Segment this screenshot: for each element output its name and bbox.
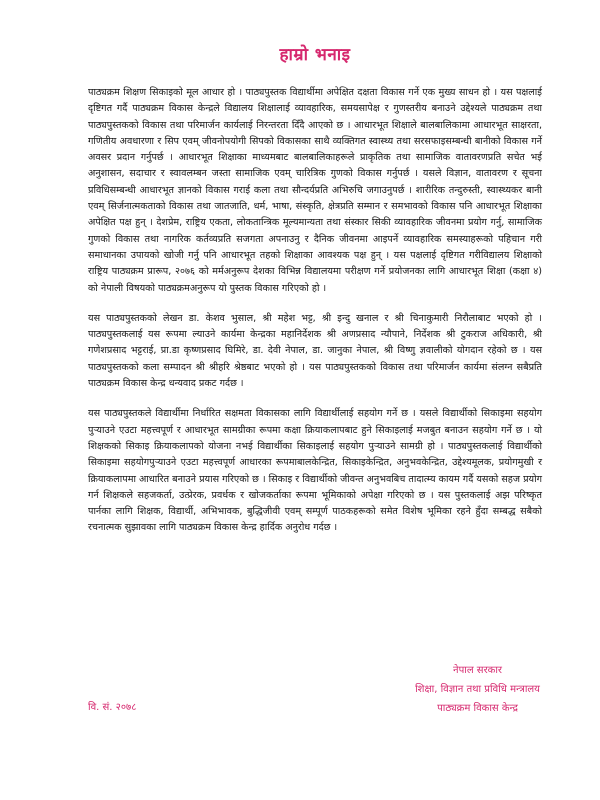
page-title: हाम्रो भनाइ [279, 45, 351, 65]
signature-ministry: शिक्षा, विज्ञान तथा प्रविधि मन्त्रालय [415, 684, 540, 695]
paragraph-purpose: यस पाठ्यपुस्तकले विद्यार्थीमा निर्धारित सक्षमता विकासका लागि विद्यार्थीलाई सहयोग गर्ने छ । यसले विद्यार्थीको सिकाइमा सहयोग पुर्‍याउने एउटा महत्त्वपूर्ण र आधारभूत सामग्रीका रूपमा कक्षा क्रियाकलापबाट हुने सिकाइलाई मजबुत बनाउन सहयोग गर्ने छ । यो शिक्षकको सिकाइ क्रियाकलापको योजना नभई विद्यार्थीका सिकाइलाई सहयोग पुर्‍याउने सामग्री हो । पाठ्यपुस्तकलाई विद्यार्थीको सिकाइमा सहयोगपुर्‍याउने एउटा महत्त्वपूर्ण आधारका रूपमाबालकेन्द्रित, सिकाइकेन्द्रित, अनुभवकेन्द्रित, उद्देश्यमूलक, प्रयोगमुखी र क्रियाकलापमा आधारित बनाउने प्रयास गरिएको छ । सिकाइ र विद्यार्थीको जीवन्त अनुभवबिच तादात्म्य कायम गर्दै यसको सहज प्रयोग गर्न शिक्षकले सहजकर्ता, उत्प्रेरक, प्रवर्धक र खोजकर्ताका रूपमा भूमिकाको अपेक्षा गरिएको छ । यस पुस्तकलाई अझ परिष्कृत पार्नका लागि शिक्षक, विद्यार्थी, अभिभावक, बुद्धिजीवी एवम् सम्पूर्ण पाठकहरूको समेत विशेष भूमिका रहने हुँदा सम्बद्ध सबैको रचनात्मक सुझावका लागि पाठ्यक्रम विकास केन्द्र हार्दिक अनुरोध गर्दछ । [88, 408, 542, 534]
paragraph-intro: पाठ्यक्रम शिक्षण सिकाइको मूल आधार हो । पाठ्यपुस्तक विद्यार्थीमा अपेक्षित दक्षता विकास गर्ने एक मुख्य साधन हो । यस पक्षलाई दृष्टिगत गर्दै पाठ्यक्रम विकास केन्द्रले विद्यालय शिक्षालाई व्यावहारिक, समयसापेक्ष र गुणस्तरीय बनाउने उद्देश्यले पाठ्यक्रम तथा पाठ्यपुस्तकको विकास तथा परिमार्जन कार्यलाई निरन्तरता दिँदै आएको छ । आधारभूत शिक्षाले बालबालिकामा आधारभूत साक्षरता, गणितीय अवधारणा र सिप एवम् जीवनोपयोगी सिपको विकासका साथै व्यक्तिगत स्वास्थ्य तथा सरसफाइसम्बन्धी बानीको विकास गर्ने अवसर प्रदान गर्नुपर्छ । आधारभूत शिक्षाका माध्यमबाट बालबालिकाहरूले प्राकृतिक तथा सामाजिक वातावरणप्रति सचेत भई अनुशासन, सदाचार र स्वावलम्बन जस्ता सामाजिक एवम् चारित्रिक गुणको विकास गर्नुपर्छ । यसले विज्ञान, वातावरण र सूचना प्रविधिसम्बन्धी आधारभूत ज्ञानको विकास गराई कला तथा सौन्दर्यप्रति अभिरुचि जगाउनुपर्छ । शारीरिक तन्दुरुस्ती, स्वास्थ्यकर बानी एवम् सिर्जनात्मकताको विकास तथा जातजाति, धर्म, भाषा, संस्कृति, क्षेत्रप्रति सम्मान र समभावको विकास पनि आधारभूत शिक्षाका अपेक्षित पक्ष हुन् । देशप्रेम, राष्ट्रिय एकता, लोकतान्त्रिक मूल्यमान्यता तथा संस्कार सिकी व्यावहारिक जीवनमा प्रयोग गर्नु, सामाजिक गुणको विकास तथा नागरिक कर्तव्यप्रति सजगता अपनाउनु र दैनिक जीवनमा आइपर्ने व्यावहारिक समस्याहरूको पहिचान गरी समाधानका उपायको खोजी गर्नु पनि आधारभूत तहको शिक्षाका आवश्यक पक्ष हुन् । यस पक्षलाई दृष्टिगत गरीविद्यालय शिक्षाको राष्ट्रिय पाठ्यक्रम प्रारूप, २०७६ को मर्मअनुरूप देशका विभिन्न विद्यालयमा परीक्षण गर्ने प्रयोजनका लागि आधारभूत शिक्षा (कक्षा ४) को नेपाली विषयको पाठ्यक्रमअनुरूप यो पुस्तक विकास गरिएको हो । [88, 87, 542, 294]
publication-date: वि. सं. २०७८ [88, 702, 137, 713]
signature-centre: पाठ्यक्रम विकास केन्द्र [437, 703, 518, 714]
signature-government: नेपाल सरकार [453, 665, 503, 676]
paragraph-acknowledgement: यस पाठ्यपुस्तकको लेखन डा. केशव भुसाल, श्री महेश भट्ट, श्री इन्दु खनाल र श्री चिनाकुमारी निरौलाबाट भएको हो । पाठ्यपुस्तकलाई यस रूपमा ल्याउने कार्यमा केन्द्रका महानिर्देशक श्री अणप्रसाद न्यौपाने, निर्देशक श्री टुकराज अधिकारी, श्री गणेशप्रसाद भट्टराई, प्रा.डा कृष्णप्रसाद घिमिरे, डा. देवी नेपाल, डा. जानुका नेपाल, श्री विष्णु ज्ञवालीको योगदान रहेको छ । यस पाठ्यपुस्तकको कला सम्पादन श्री श्रीहरि श्रेष्ठबाट भएको हो । यस पाठ्यपुस्तकको विकास तथा परिमार्जन कार्यमा संलग्न सबैप्रति पाठ्यक्रम विकास केन्द्र धन्यवाद प्रकट गर्दछ । [88, 312, 542, 390]
signature-block [415, 661, 540, 718]
